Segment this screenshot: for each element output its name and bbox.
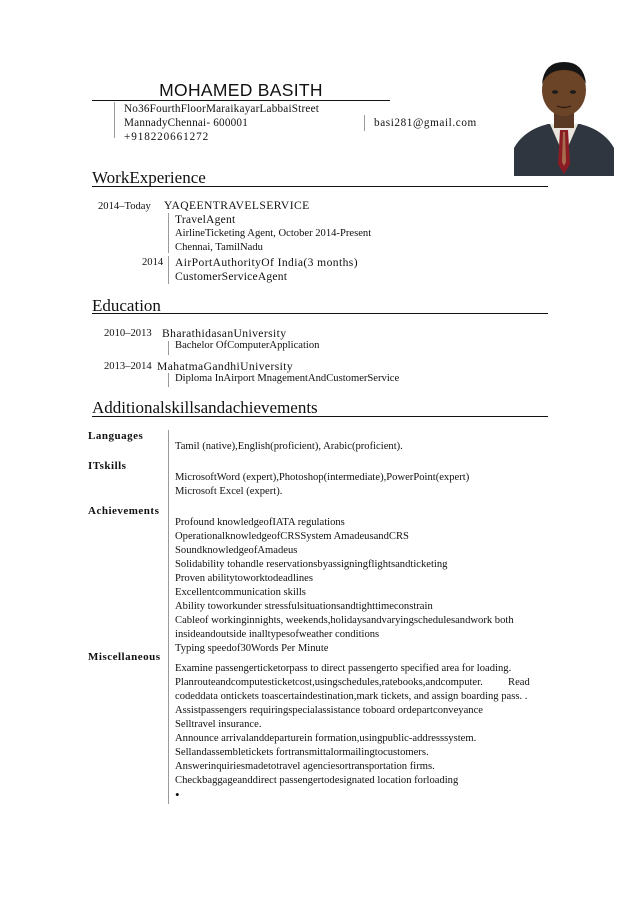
languages-text: Tamil (native),English(proficient), Arabic(proficient). [175,441,403,452]
misc-item: Selltravel insurance. [175,719,262,730]
work-1-role: TravelAgent [175,213,236,226]
name-underline [92,100,390,101]
achievement-item: Profound knowledgeofIATA regulations [175,517,345,528]
miscellaneous-label: Miscellaneous [88,651,161,663]
edu-1-date: 2010–2013 [104,328,152,339]
it-skill-line: Microsoft Excel (expert). [175,486,283,497]
work-2-org: AirPortAuthorityOf India(3 months) [175,256,358,269]
misc-item: Assistpassengers requiringspecialassistance toboard ordepartconveyance [175,705,483,716]
work-experience-rule [92,186,548,187]
work-1-location: Chennai, TamilNadu [175,242,263,253]
languages-label: Languages [88,430,144,442]
edu-1-org: BharathidasanUniversity [162,327,287,340]
achievement-item: Ability toworkunder stressfulsituationsandtighttimeconstrain [175,601,433,612]
work-experience-heading: WorkExperience [92,168,206,187]
profile-photo [514,52,614,176]
edu-2-date: 2013–2014 [104,361,152,372]
education-rule [92,313,548,314]
work-2-date: 2014 [142,257,164,268]
misc-item: Answerinquiriesmadetotravel agenciesortransportation firms. [175,761,435,772]
edu-2-degree: Diploma InAirport MnagementAndCustomerService [175,373,400,384]
edu-2-org: MahatmaGandhiUniversity [157,360,294,373]
it-skill-line: MicrosoftWord (expert),Photoshop(intermediate),PowerPoint(expert) [175,472,470,483]
email-address: basi281@gmail.com [374,117,477,129]
misc-item: Sellandassembletickets fortransmittalormailingtocustomers. [175,747,429,758]
edu-1-divider [168,341,169,355]
misc-item: codeddata ontickets toascertaindestination,mark tickets, and assign boarding pass. . [175,691,528,702]
it-skills-label: ITskills [88,460,127,472]
misc-item-read: Read [508,677,530,688]
achievement-item: Solidability tohandle reservationsbyassigningflightsandticketing [175,559,448,570]
misc-item: Announce arrivalanddeparturein formation,usingpublic-addresssystem. [175,733,477,744]
misc-item: Planrouteandcomputesticketcost,usingschedules,ratebooks,andcomputer. [175,677,483,688]
skills-rule [92,416,548,417]
bullet-mark: • [175,787,180,802]
work-1-org: YAQEENTRAVELSERVICE [164,199,310,212]
address-divider [114,102,115,138]
work-2-role: CustomerServiceAgent [175,270,288,283]
achievement-item: Cableof workinginnights, weekends,holidaysandvaryingschedulesandwork both [175,615,514,626]
address-line-1: No36FourthFloorMaraikayarLabbaiStreet [124,103,320,115]
skills-divider [168,430,169,804]
edu-1-degree: Bachelor OfComputerApplication [175,340,320,351]
phone-number: +918220661272 [124,131,210,143]
edu-2-divider [168,373,169,387]
education-heading: Education [92,296,161,315]
address-line-2: MannadyChennai- 600001 [124,117,249,129]
work-2-divider [168,256,169,284]
work-1-date: 2014–Today [98,201,151,212]
skills-heading: Additionalskillsandachievements [92,398,318,417]
achievement-item: Typing speedof30Words Per Minute [175,643,329,654]
work-1-divider [168,213,169,253]
achievement-item: Excellentcommunication skills [175,587,306,598]
achievement-item: OperationalknowledgeofCRSSystem AmadeusandCRS [175,531,409,542]
achievements-label: Achievements [88,505,160,517]
achievement-item: SoundknowledgeofAmadeus [175,545,298,556]
achievement-item: insideandoutside inalltypesofweather conditions [175,629,380,640]
work-1-detail: AirlineTicketing Agent, October 2014-Present [175,228,372,239]
misc-item: Examine passengerticketorpass to direct passengerto specified area for loading. [175,663,512,674]
achievement-item: Proven abilitytoworktodeadlines [175,573,313,584]
candidate-name: MOHAMED BASITH [159,80,323,100]
misc-item: Checkbaggageanddirect passengertodesignated location forloading [175,775,459,786]
email-divider [364,115,365,131]
